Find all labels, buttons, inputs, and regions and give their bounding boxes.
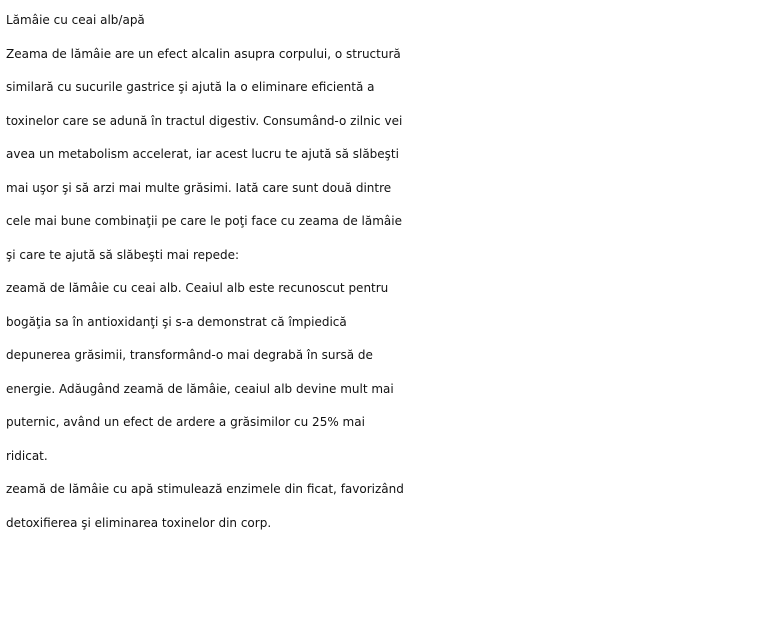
paragraph-line: zeamă de lămâie cu apă stimulează enzimele din ficat, favorizând [6, 482, 404, 496]
paragraph-line: similară cu sucurile gastrice şi ajută la o eliminare eficientă a [6, 80, 375, 94]
paragraph-line: toxinelor care se adună în tractul digestiv. Consumând-o zilnic vei [6, 113, 403, 128]
paragraph-line: ridicat. [6, 448, 48, 463]
paragraph-line: puternic, având un efect de ardere a grăsimilor cu 25% mai [6, 415, 365, 429]
paragraph-line: depunerea grăsimii, transformând-o mai degrabă în sursă de [6, 348, 373, 362]
paragraph-line: avea un metabolism accelerat, iar acest lucru te ajută să slăbeşti [6, 147, 399, 161]
paragraph-line: şi care te ajută să slăbeşti mai repede: [6, 247, 240, 262]
paragraph-line: mai uşor şi să arzi mai multe grăsimi. Iată care sunt două dintre [6, 180, 392, 195]
document-title: Lămâie cu ceai alb/apă [6, 13, 145, 27]
document-body [6, 4, 758, 540]
paragraph-line: Zeama de lămâie are un efect alcalin asupra corpului, o structură [6, 46, 401, 61]
paragraph-line: detoxifierea şi eliminarea toxinelor din corp. [6, 515, 272, 530]
paragraph-line: zeamă de lămâie cu ceai alb. Ceaiul alb este recunoscut pentru [6, 281, 389, 295]
paragraph-line: cele mai bune combinaţii pe care le poţi face cu zeama de lămâie [6, 214, 402, 228]
paragraph-line: bogăţia sa în antioxidanţi şi s-a demonstrat că împiedică [6, 314, 347, 329]
paragraph-line: energie. Adăugând zeamă de lămâie, ceaiul alb devine mult mai [6, 381, 394, 396]
